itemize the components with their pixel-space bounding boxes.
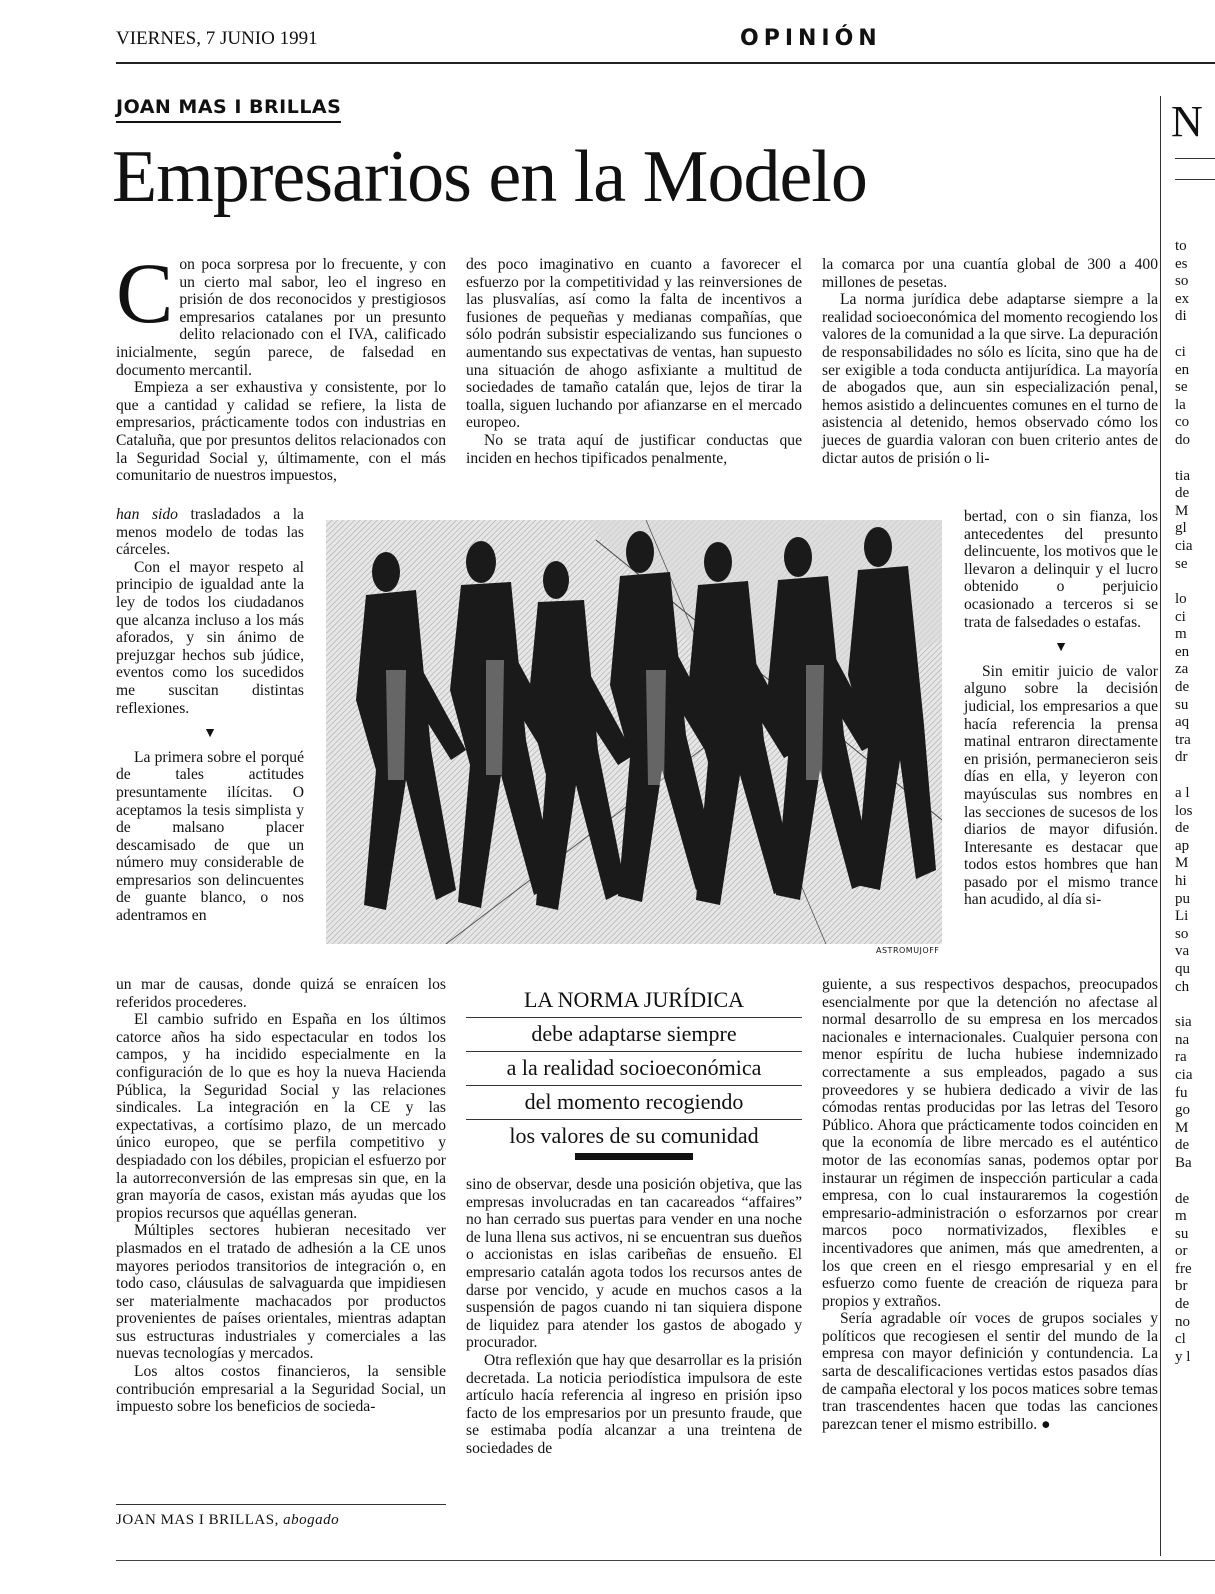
adjacent-text-fragment: se: [1175, 555, 1188, 572]
paragraph: El cambio sufrido en España en los últimos catorce años ha sido espectacular en todos los campos, y ha incidido especialmente en la configuración de lo que es hoy la nueva Hacienda Pública, la Seguridad Social y las relaciones sindicales. La integración en la CE y las expectativas, a cortísimo plazo, de un mercado único europeo, que se perfila competitivo y despiadado con los débiles, propician el esfuerzo por la autorreconversión de las empresas sin que, en la gran mayoría de casos, existan más ayudas que los propios recursos que aquéllas generan.: [116, 1011, 446, 1222]
column-1-top: [116, 245, 446, 485]
paragraph: Con el mayor respeto al principio de igualdad ante la ley de todos los ciudadanos que alcanza incluso a los más aforados, y sin ánimo de prejuzgar hechos sub júdice, eventos como los sucedidos me suscitan distintas reflexiones.: [116, 558, 304, 717]
adjacent-text-fragment: en: [1175, 361, 1190, 378]
paragraph-text: Sería agradable oír voces de grupos sociales y políticos que recogiesen el sentir del mundo de la empresa con mayor definición y contundencia. La sarta de descalificaciones vertidas estos pasados días de campaña electoral y los pocos matices sobre temas tran trascendentes hacen que todas las canciones parezcan tener el mismo estribillo.: [822, 1310, 1158, 1433]
paragraph-text: trasladados a la menos modelo de todas las cárceles.: [116, 506, 304, 559]
paragraph: sino de observar, desde una posición objetiva, que las empresas involucradas en tan cacareados “affaires” no han cerrado sus puertas para vender en una noche de luna llena sus activos, ni se encuentran sus dueños o accionistas en islas caribeñas de ensueño. El empresario catalán agota todos los recursos antes de darse por vencido, y acude en muchos casos a la suspensión de pagos cuando ni tan siquiera dispone de liquidez para atender los gastos de abogado y procurador.: [466, 1176, 802, 1352]
adjacent-text-fragment: hi: [1175, 873, 1187, 889]
author-role: abogado: [283, 1512, 340, 1528]
paragraph: Múltiples sectores hubieran necesitado ver plasmados en el tratado de adhesión a la CE unos mayores periodos transitorios de integración o, en todo caso, cláusulas de salvaguarda que impidiesen ser materialmente machacados por productos provenientes de países orientales, mientras adaptan sus estructuras industriales y comerciales a las nuevas tecnologías y mercados.: [116, 1222, 446, 1363]
section-break-marker: ▼: [203, 726, 217, 742]
adjacent-text-fragment: de: [1175, 679, 1190, 696]
adjacent-article-fragment: [1160, 96, 1215, 1556]
adjacent-text-fragment: na: [1175, 1031, 1190, 1048]
section-title: OPINIÓN: [740, 26, 882, 51]
adjacent-text-fragment: ap: [1175, 837, 1190, 854]
adjacent-text-fragment: or: [1175, 1243, 1188, 1260]
headline: Empresarios en la Modelo: [112, 136, 867, 218]
adjacent-text-fragment: los: [1175, 802, 1193, 819]
adjacent-text-fragment: de: [1175, 1296, 1190, 1313]
adjacent-text-fragment: Ba: [1175, 1154, 1192, 1171]
emphasis: han sido: [116, 506, 178, 523]
adjacent-text-fragment: se: [1175, 379, 1188, 396]
adjacent-text-fragment: aq: [1175, 714, 1190, 731]
paragraph-text: on poca sorpresa por lo frecuente, y con un cierto mal sabor, leo el ingreso en prisión de dos reconocidos y prestigiosos empresarios catalanes por un presunto delito relacionado con el IVA, calificado inicialmente, según parece, de falsedad en documento mercantil.: [116, 256, 446, 379]
adjacent-text-fragment: za: [1175, 661, 1189, 678]
paragraph: Los altos costos financieros, la sensible contribución empresarial a la Seguridad Social, un impuesto sobre los beneficios de socieda-: [116, 1363, 446, 1416]
adjacent-text-fragment: to: [1175, 238, 1187, 254]
pull-quote-line: del momento recogiendo: [466, 1086, 802, 1120]
column-1-bottom: [116, 976, 446, 1416]
adjacent-text-fragments: [1161, 238, 1215, 1366]
paragraph: Otra reflexión que hay que desarrollar es la prisión decretada. La noticia periodística impulsora de este artículo hacía referencia al ingreso en prisión ipso facto de los empresarios por un presunto fraude, que se estimaba podía alcanzar a una treintena de sociedades de: [466, 1351, 802, 1457]
paragraph: [822, 1310, 1158, 1433]
paragraph: [116, 245, 446, 379]
adjacent-text-fragment: so: [1175, 273, 1189, 290]
paragraph: guiente, a sus respectivos despachos, preocupados esencialmente por que la detención no afectase al normal desarrollo de su empresa en los mercados nacionales e internacionales. Cualquier persona con menor espíritu de lucha hubiese indemnizado correctamente a sus empleados, pagado a sus proveedores y se hubiera dedicado a vivir de las cómodas rentas producidas por las letras del Tesoro Público. Ahora que prácticamente todos coinciden en que la economía de libre mercado es el auténtico motor de las economías sanas, podemos optar por instaurar un régimen de inspección particular a cada empresa, con lo cual instauraremos la cogestión empresario-administración o esforzarnos por crear marcos poco normativizados, flexibles e incentivadores que animen, más que amedrenten, a los que creen en el riesgo empresarial y en el esfuerzo como fuente de creación de riqueza para propios y extraños.: [822, 976, 1158, 1310]
adjacent-text-fragment: ra: [1175, 1049, 1187, 1066]
adjacent-text-fragment: su: [1175, 1225, 1189, 1242]
paragraph: un mar de causas, donde quizá se enraícen los referidos procederes.: [116, 976, 446, 1011]
illustration-credit: ASTROMUJOFF: [876, 946, 940, 955]
illustration-marching-figures: [326, 520, 942, 944]
adjacent-text-fragment: M: [1175, 855, 1189, 872]
adjacent-text-fragment: la: [1175, 396, 1186, 413]
adjacent-text-fragment: m: [1175, 1208, 1187, 1225]
paragraph: des poco imaginativo en cuanto a favorecer el esfuerzo por la competitividad y las reinversiones de las plusvalías, así como la falta de incentivos a fusiones de pequeñas y medianas compañías, que sólo podrán subsistir especializando sus funciones o aumentando sus expectativas de ventas, han supuesto una situación de ahogo asfixiante a multitud de sociedades de tamaño catalán que, lejos de tirar la toalla, siguen luchando por afianzarse en el mercado europeo.: [466, 256, 802, 432]
pull-quote: [466, 984, 802, 1160]
drop-cap: C: [116, 245, 174, 341]
adjacent-text-fragment: ex: [1175, 290, 1190, 307]
adjacent-text-fragment: ch: [1175, 978, 1190, 995]
adjacent-text-fragment: es: [1175, 255, 1188, 272]
adjacent-text-fragment: tra: [1175, 731, 1191, 748]
adjacent-text-fragment: cl: [1175, 1331, 1186, 1348]
header-rule: [116, 62, 1215, 64]
adjacent-text-fragment: de: [1175, 485, 1190, 502]
pull-quote-line: los valores de su comunidad: [509, 1123, 759, 1148]
section-break-marker: ▼: [1054, 640, 1068, 656]
adjacent-text-fragment: de: [1175, 1137, 1190, 1154]
paragraph: Sin emitir juicio de valor alguno sobre la decisión judicial, los empresarios a que hacía referencia la prensa matinal entraron directamente en prisión, permanecieron seis días en ella, y leyeron con mayúsculas sus nombres en las secciones de sucesos de los diarios de mayor difusión. Interesante es destacar que todos estos hombres que han pasado por el mismo trance han acudido, al día si-: [964, 662, 1158, 909]
adjacent-rule: [1175, 179, 1215, 180]
adjacent-text-fragment: cia: [1175, 1066, 1193, 1083]
paragraph: La primera sobre el porqué de tales actitudes presuntamente ilícitas. O aceptamos la tesis simplista y de malsano placer descamisado de que un número muy considerable de empresarios son delincuentes de guante blanco, o nos adentramos en: [116, 748, 304, 925]
column-2-top: [466, 256, 802, 467]
adjacent-text-fragment: di: [1175, 308, 1187, 325]
pull-quote-line: LA NORMA JURÍDICA: [466, 984, 802, 1018]
byline: JOAN MAS I BRILLAS: [116, 96, 341, 123]
paragraph: la comarca por una cuantía global de 300 a 400 millones de pesetas.: [822, 256, 1158, 291]
paragraph: No se trata aquí de justificar conductas que inciden en hechos tipificados penalmente,: [466, 431, 802, 467]
adjacent-text-fragment: do: [1175, 431, 1190, 448]
adjacent-text-fragment: y l: [1175, 1348, 1191, 1365]
adjacent-text-fragment: M: [1175, 502, 1189, 519]
adjacent-text-fragment: va: [1175, 943, 1190, 960]
adjacent-headline-fragment: N: [1171, 97, 1203, 146]
paragraph: La norma jurídica debe adaptarse siempre a la realidad socioeconómica del momento recogiendo los valores de la comunidad a la que sirve. La depuración de responsabilidades no sólo es lícita, sino que ha de ser exigible a toda conducta antijurídica. La mayoría de abogados que, aun sin especialización penal, hemos asistido a delincuentes comunes en el turno de asistencia al detenido, hemos observado cómo los jueces de guardia valoran con buen criterio antes de dictar autos de prisión o li-: [822, 291, 1158, 467]
adjacent-text-fragment: tia: [1175, 467, 1190, 484]
paragraph: bertad, con o sin fianza, los antecedentes del presunto delincuente, los motivos que le llevaron a delinquir y el lucro obtenido o perjuicio ocasionado a terceros si se trata de falsedades o estafas.: [964, 508, 1158, 631]
column-3-narrow: [964, 508, 1158, 909]
pull-quote-line: debe adaptarse siempre: [466, 1018, 802, 1052]
adjacent-text-fragment: lo: [1175, 591, 1187, 608]
adjacent-text-fragment: su: [1175, 696, 1189, 713]
adjacent-text-fragment: a l: [1175, 785, 1190, 802]
pull-quote-bar: [575, 1153, 693, 1160]
adjacent-text-fragment: fre: [1175, 1260, 1192, 1277]
adjacent-text-fragment: ci: [1175, 343, 1186, 360]
adjacent-text-fragment: pu: [1175, 890, 1190, 907]
adjacent-text-fragment: Li: [1175, 908, 1189, 925]
adjacent-text-fragment: br: [1175, 1278, 1188, 1295]
author-name: JOAN MAS I BRILLAS: [116, 1512, 275, 1528]
signature-rule: [116, 1504, 446, 1505]
adjacent-text-fragment: m: [1175, 626, 1187, 643]
column-3-top: [822, 256, 1158, 467]
paragraph: Empieza a ser exhaustiva y consistente, por lo que a cantidad y calidad se refiere, la lista de empresarios, prácticamente todos con industrias en Cataluña, que por presuntos delitos relacionados con la Seguridad Social y, últimamente, con el más comunitario de nuestros impuestos,: [116, 379, 446, 485]
adjacent-text-fragment: de: [1175, 1190, 1190, 1207]
end-mark: ●: [1041, 1415, 1051, 1433]
header-date: VIERNES, 7 JUNIO 1991: [116, 28, 318, 49]
column-2-bottom: [466, 1176, 802, 1458]
column-1-narrow: [116, 506, 304, 925]
pull-quote-line: a la realidad socioeconómica: [466, 1052, 802, 1086]
adjacent-text-fragment: dr: [1175, 749, 1188, 766]
adjacent-text-fragment: no: [1175, 1313, 1190, 1330]
adjacent-text-fragment: go: [1175, 1102, 1190, 1119]
adjacent-text-fragment: so: [1175, 925, 1189, 942]
adjacent-rule: [1175, 158, 1215, 159]
adjacent-text-fragment: M: [1175, 1119, 1189, 1136]
adjacent-text-fragment: de: [1175, 820, 1190, 837]
paragraph: [116, 506, 304, 559]
author-signature: JOAN MAS I BRILLAS, abogado: [116, 1512, 340, 1528]
adjacent-text-fragment: sia: [1175, 1014, 1192, 1031]
adjacent-text-fragment: ci: [1175, 608, 1186, 625]
adjacent-text-fragment: fu: [1175, 1084, 1188, 1101]
column-3-bottom: [822, 976, 1158, 1433]
bottom-rule: [116, 1560, 1215, 1561]
adjacent-text-fragment: en: [1175, 643, 1190, 660]
adjacent-text-fragment: qu: [1175, 960, 1190, 977]
adjacent-text-fragment: cia: [1175, 537, 1193, 554]
adjacent-text-fragment: gl: [1175, 520, 1187, 537]
adjacent-text-fragment: co: [1175, 414, 1190, 431]
